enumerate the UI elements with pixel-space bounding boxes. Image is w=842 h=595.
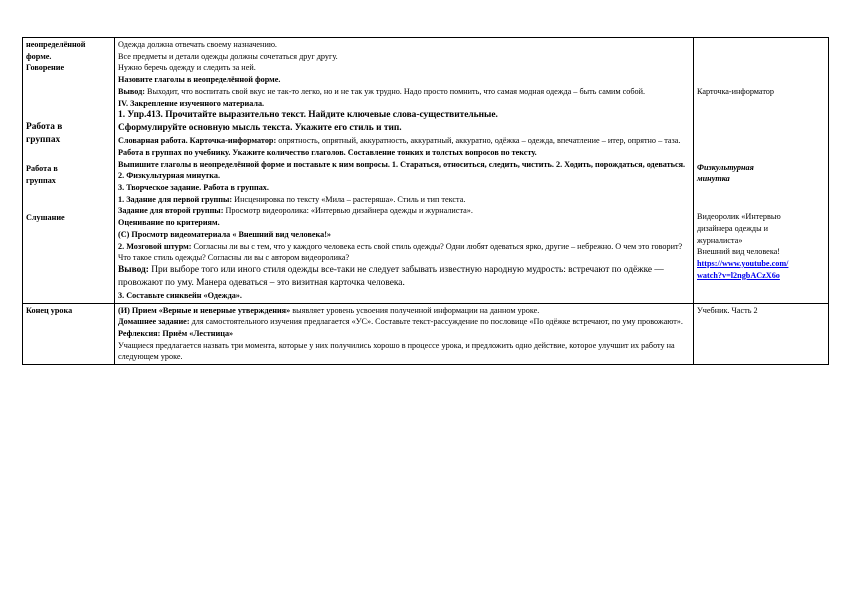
- resource-look: Внешний вид человека!: [697, 247, 781, 257]
- task-line: 3. Составьте синквейн «Одежда».: [118, 290, 242, 300]
- stage-label: Слушание: [26, 212, 65, 222]
- task-line: 1. Упр.413. Прочитайте выразительно текст. Найдите ключевые слова-существительные.: [118, 110, 498, 121]
- conclusion-text: Выходит, что воспитать свой вкус не так-то легко, но и не так уж трудно. Надо просто помнить, что самая модная одежда – быть самим собой.: [144, 86, 646, 96]
- task-text: Просмотр видеоролика: «Интервью дизайнера одежды и журналиста».: [223, 206, 473, 216]
- task-text: Инсценировка по тексту «Мила – растеряша». Стиль и тип текста.: [232, 194, 466, 204]
- resource-textbook: Учебник. Часть 2: [697, 305, 758, 315]
- conclusion-text: При выборе того или иного стиля одежды все-таки не следует забывать известную народную мудрость: встречают по одёжке — провожают по уму.: [118, 264, 664, 288]
- reflection-text: Учащиеся предлагается назвать три момента, которые у них получились хорошо в процессе урока, и предложить одно действие, которое улучшит их работу на следующем уроке.: [118, 340, 675, 362]
- content-cell: [115, 303, 694, 365]
- stage-label: Конец урока: [26, 305, 73, 315]
- section-heading: IV. Закрепление изученного материала.: [118, 98, 265, 108]
- task-line: 2. Физкультурная минутка.: [118, 171, 221, 181]
- brainstorm-paragraph: [118, 241, 691, 264]
- conclusion-lead: Вывод:: [118, 264, 149, 275]
- task-line: 3. Творческое задание. Работа в группах.: [118, 183, 269, 193]
- resources-cell: [694, 303, 829, 365]
- table-row: [23, 303, 829, 365]
- stage-cell: [23, 38, 115, 304]
- text-line: Назовите глаголы в неопределённой форме.: [118, 75, 281, 85]
- stage-label: форме.: [26, 51, 52, 61]
- stage-label: Работа в: [26, 164, 58, 174]
- resource-video: Видеоролик «Интервью: [697, 212, 781, 222]
- resource-card: Карточка-информатор: [697, 87, 774, 96]
- resource-video: дизайнера одежды и: [697, 223, 768, 233]
- resource-phys: Физкультурная: [697, 162, 754, 172]
- homework-text: для самостоятельного изучения предлагается «УС». Составьте текст-рассуждение по пословице «По одёжке встречают, по уму провожают».: [189, 317, 683, 327]
- conclusion-lead: Вывод:: [118, 86, 145, 96]
- youtube-link[interactable]: watch?v=l2ngbACzX6o: [697, 270, 780, 280]
- task-paragraph: [118, 194, 691, 206]
- stage-label: группах: [26, 135, 61, 146]
- vocabulary-text: опрятность, опрятный, аккуратность, аккуратный, аккуратно, одёжка – одежда, впечатление – итер, опрятно – таза.: [276, 136, 681, 146]
- homework-paragraph: [118, 316, 691, 328]
- text-line: Все предметы и детали одежды должны сочетаться друг другу.: [118, 51, 338, 61]
- table-row: [23, 38, 829, 304]
- stage-label: неопределённой: [26, 40, 86, 49]
- stage-label: Работа в: [26, 122, 63, 133]
- resource-video: журналиста»: [697, 235, 743, 245]
- task-line: (С) Просмотр видеоматериала « Внешний вид человека!»: [118, 229, 332, 239]
- lesson-plan-table: [22, 37, 829, 365]
- stage-label: группах: [26, 175, 56, 185]
- conclusion-paragraph: [118, 264, 691, 290]
- reflection-heading: Рефлексия: Приём «Лестница»: [118, 329, 234, 339]
- task-paragraph: [118, 205, 691, 217]
- stage-label: Говорение: [26, 63, 65, 73]
- content-cell: [115, 38, 694, 304]
- task-lead: Задание для второй группы:: [118, 206, 224, 216]
- brainstorm-text: Согласны ли вы с тем, что у каждого человека есть свой стиль одежды? Одни любят одеваться ярко, другие – небрежно. О чем это говорит? Что такое стиль одежды? Согласны ли вы с автором видеоролика?: [118, 241, 683, 263]
- resources-cell: [694, 38, 829, 304]
- task-line: Оценивание по критериям.: [118, 218, 220, 228]
- homework-lead: Домашнее задание:: [118, 317, 190, 327]
- method-text: выявляет уровень усвоения полученной информации на данном уроке.: [290, 305, 540, 315]
- text-line: Нужно беречь одежду и следить за ней.: [118, 63, 256, 73]
- task-line: Выпишите глаголы в неопределённой форме и поставьте к ним вопросы. 1. Стараться, относиться, следить, чистить. 2. Ходить, порождаться, одеваться.: [118, 159, 686, 169]
- method-lead: (И) Прием «Верные и неверные утверждения»: [118, 305, 291, 315]
- task-line: Сформулируйте основную мысль текста. Укажите его стиль и тип.: [118, 123, 402, 134]
- conclusion-tail: Манера одеваться – это визитная карточка человека.: [193, 277, 405, 288]
- text-line: Одежда должна отвечать своему назначению.: [118, 40, 277, 49]
- brainstorm-lead: 2. Мозговой штурм:: [118, 241, 192, 251]
- stage-cell: [23, 303, 115, 365]
- vocabulary-lead: Словарная работа. Карточка-информатор:: [118, 136, 277, 146]
- method-paragraph: [118, 305, 691, 317]
- task-line: Работа в группах по учебнику. Укажите количество глаголов. Составление тонких и толстых вопросов по тексту.: [118, 147, 537, 157]
- conclusion-paragraph: [118, 86, 691, 98]
- vocabulary-paragraph: [118, 135, 691, 147]
- task-lead: 1. Задание для первой группы:: [118, 194, 233, 204]
- youtube-link[interactable]: https://www.youtube.com/: [697, 258, 789, 268]
- resource-phys: минутка: [697, 174, 730, 184]
